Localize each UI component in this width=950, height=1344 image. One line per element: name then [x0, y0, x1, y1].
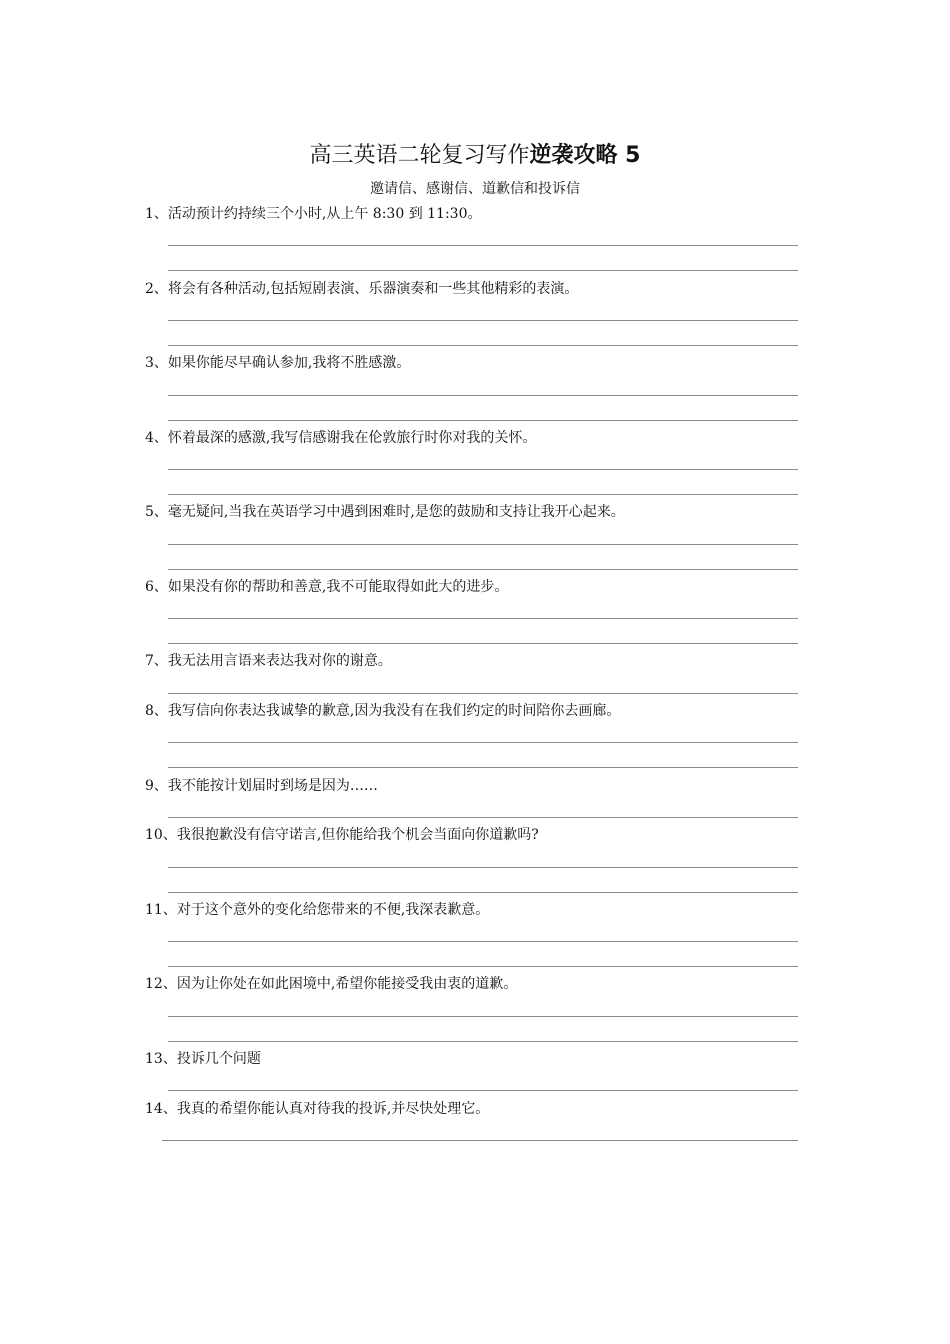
answer-line[interactable]: [168, 742, 798, 743]
answer-line[interactable]: [168, 892, 798, 893]
title-main: 高三英语二轮复习写作: [309, 143, 530, 168]
answer-line[interactable]: [168, 693, 798, 694]
question-7: 7、我无法用言语来表达我对你的谢意。: [145, 653, 392, 669]
question-9: 9、我不能按计划届时到场是因为……: [145, 778, 378, 794]
answer-line[interactable]: [168, 618, 798, 619]
question-14: 14、我真的希望你能认真对待我的投诉,并尽快处理它。: [145, 1101, 490, 1117]
answer-line[interactable]: [168, 494, 798, 495]
question-8: 8、我写信向你表达我诚挚的歉意,因为我没有在我们约定的时间陪你去画廊。: [145, 703, 621, 719]
question-3: 3、如果你能尽早确认参加,我将不胜感激。: [145, 355, 411, 371]
answer-line[interactable]: [168, 320, 798, 321]
answer-line[interactable]: [168, 544, 798, 545]
question-2: 2、将会有各种活动,包括短剧表演、乐器演奏和一些其他精彩的表演。: [145, 281, 579, 297]
question-4: 4、怀着最深的感激,我写信感谢我在伦敦旅行时你对我的关怀。: [145, 430, 537, 446]
question-1: 1、活动预计约持续三个小时,从上午 8:30 到 11:30。: [145, 206, 482, 222]
answer-line[interactable]: [168, 270, 798, 271]
answer-line[interactable]: [168, 867, 798, 868]
answer-line[interactable]: [168, 569, 798, 570]
answer-line[interactable]: [168, 1041, 798, 1042]
answer-line[interactable]: [168, 767, 798, 768]
answer-line[interactable]: [168, 345, 798, 346]
answer-line[interactable]: [168, 643, 798, 644]
question-6: 6、如果没有你的帮助和善意,我不可能取得如此大的进步。: [145, 579, 509, 595]
question-10: 10、我很抱歉没有信守诺言,但你能给我个机会当面向你道歉吗?: [145, 827, 539, 843]
question-11: 11、对于这个意外的变化给您带来的不便,我深表歉意。: [145, 902, 490, 918]
title-bold: 逆袭攻略 5: [529, 143, 641, 168]
answer-line[interactable]: [168, 420, 798, 421]
answer-line[interactable]: [168, 1090, 798, 1091]
answer-line[interactable]: [168, 395, 798, 396]
answer-line[interactable]: [168, 966, 798, 967]
answer-line[interactable]: [168, 245, 798, 246]
question-5: 5、毫无疑问,当我在英语学习中遇到困难时,是您的鼓励和支持让我开心起来。: [145, 504, 625, 520]
answer-line[interactable]: [168, 469, 798, 470]
page-title: [0, 138, 950, 169]
page-subtitle: 邀请信、感谢信、道歉信和投诉信: [370, 181, 580, 197]
answer-line[interactable]: [168, 1016, 798, 1017]
answer-line[interactable]: [168, 941, 798, 942]
question-13: 13、投诉几个问题: [145, 1051, 261, 1067]
answer-line[interactable]: [162, 1140, 798, 1141]
question-12: 12、因为让你处在如此困境中,希望你能接受我由衷的道歉。: [145, 976, 518, 992]
answer-line[interactable]: [168, 817, 798, 818]
